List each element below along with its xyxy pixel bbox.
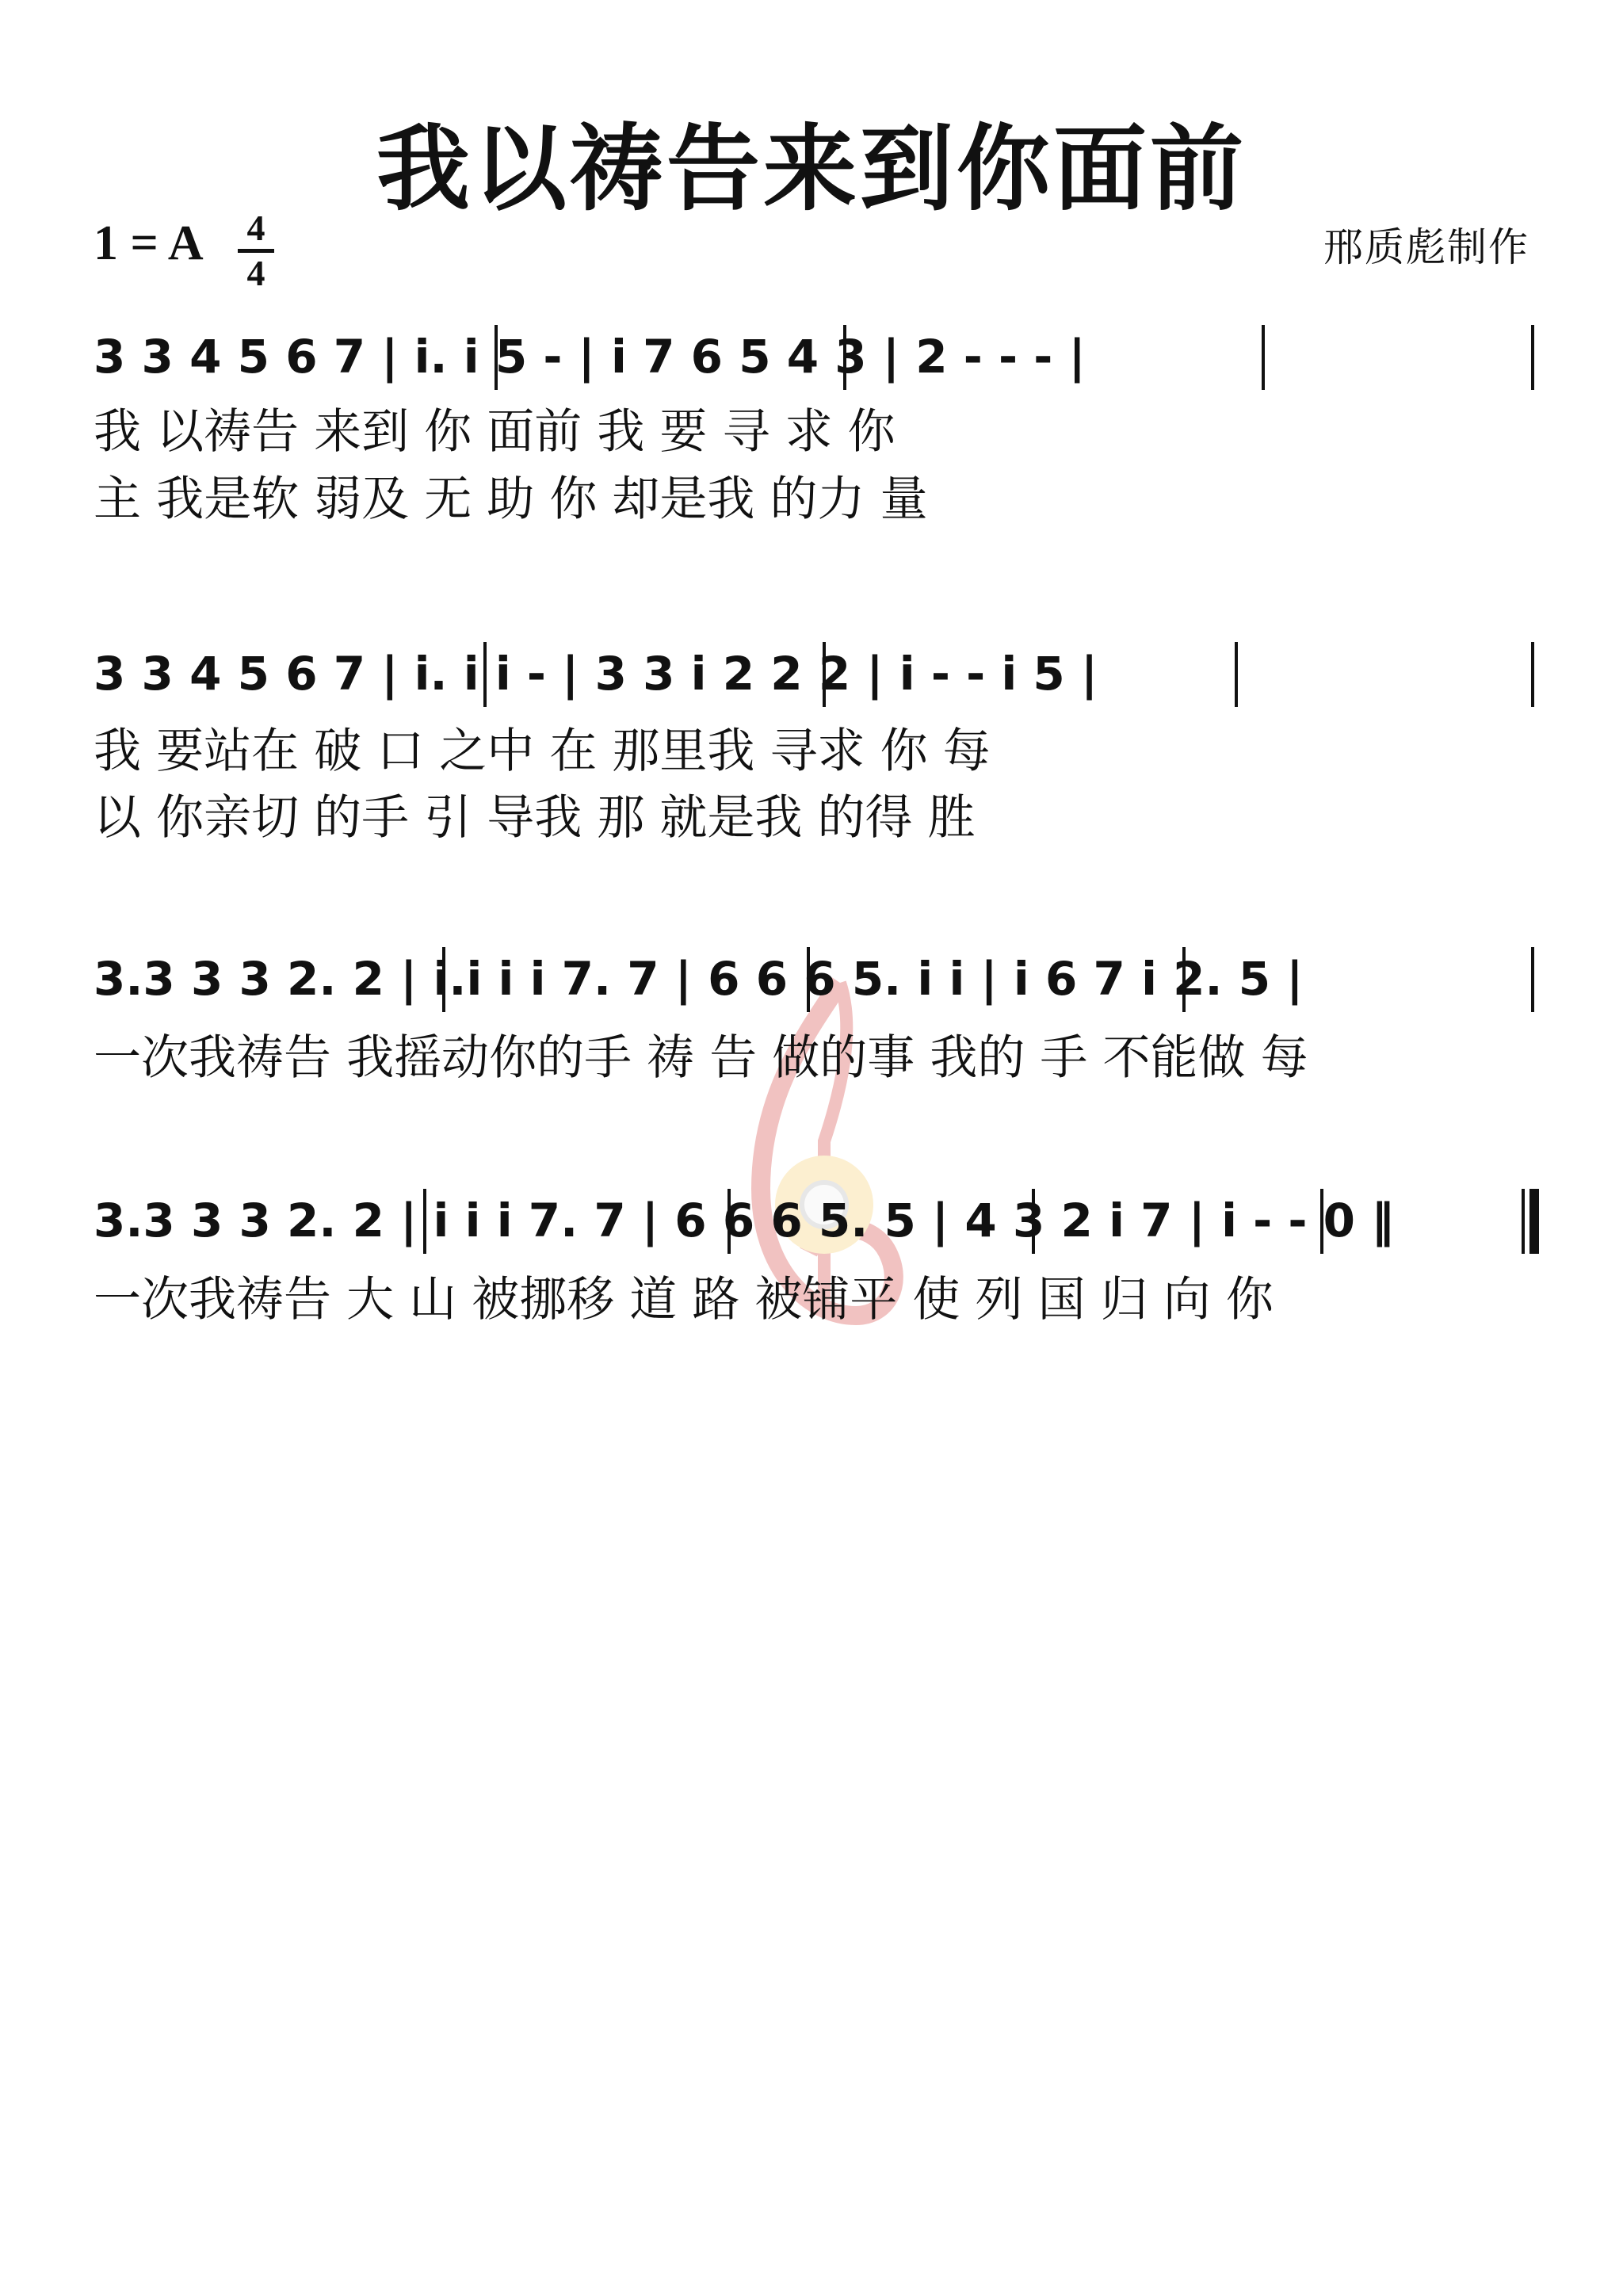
meter-top: 4 bbox=[246, 208, 265, 248]
row-3-lyric-1: 一次我祷告 我摇动你的手 祷 告 做的事 我的 手 不能做 每 bbox=[94, 1030, 1308, 1086]
row-3-notes: 3.3 3 3 2. 2 | i.i i i 7. 7 | 6 6 6 5. i i | i 6 7 i 2. 5 | bbox=[94, 952, 1304, 1006]
key-signature: 1 = A bbox=[94, 216, 204, 270]
row-3 bbox=[94, 947, 1533, 1086]
song-title: 我以祷告来到你面前 bbox=[376, 113, 1247, 223]
row-2-notes: 3 3 4 5 6 7 | i. i i - | 3 3 i 2 2 2 | i - - i 5 | bbox=[94, 647, 1098, 701]
meter-bottom: 4 bbox=[246, 253, 265, 293]
row-2 bbox=[94, 642, 1533, 846]
row-1 bbox=[94, 325, 1533, 527]
author-credit: 邢质彪制作 bbox=[1323, 224, 1529, 270]
row-2-lyric-2: 以 你亲切 的手 引 导我 那 就是我 的得 胜 bbox=[94, 790, 976, 846]
row-4-lyric-1: 一次我祷告 大 山 被挪移 道 路 被铺平 使 列 国 归 向 你 bbox=[94, 1272, 1274, 1328]
row-1-lyric-1: 我 以祷告 来到 你 面前 我 要 寻 求 你 bbox=[94, 404, 896, 460]
row-4-notes: 3.3 3 3 2. 2 | i i i 7. 7 | 6 6 6 5. 5 | 4 3 2 i 7 | i - - 0 ‖ bbox=[94, 1194, 1395, 1247]
row-1-lyric-2: 主 我是软 弱及 无 助 你 却是我 的力 量 bbox=[94, 472, 928, 527]
row-1-notes: 3 3 4 5 6 7 | i. i 5 - | i 7 6 5 4 3 | 2 - - - | bbox=[94, 330, 1086, 384]
row-4 bbox=[94, 1189, 1534, 1328]
row-2-lyric-1: 我 要站在 破 口 之中 在 那里我 寻求 你 每 bbox=[94, 724, 991, 779]
